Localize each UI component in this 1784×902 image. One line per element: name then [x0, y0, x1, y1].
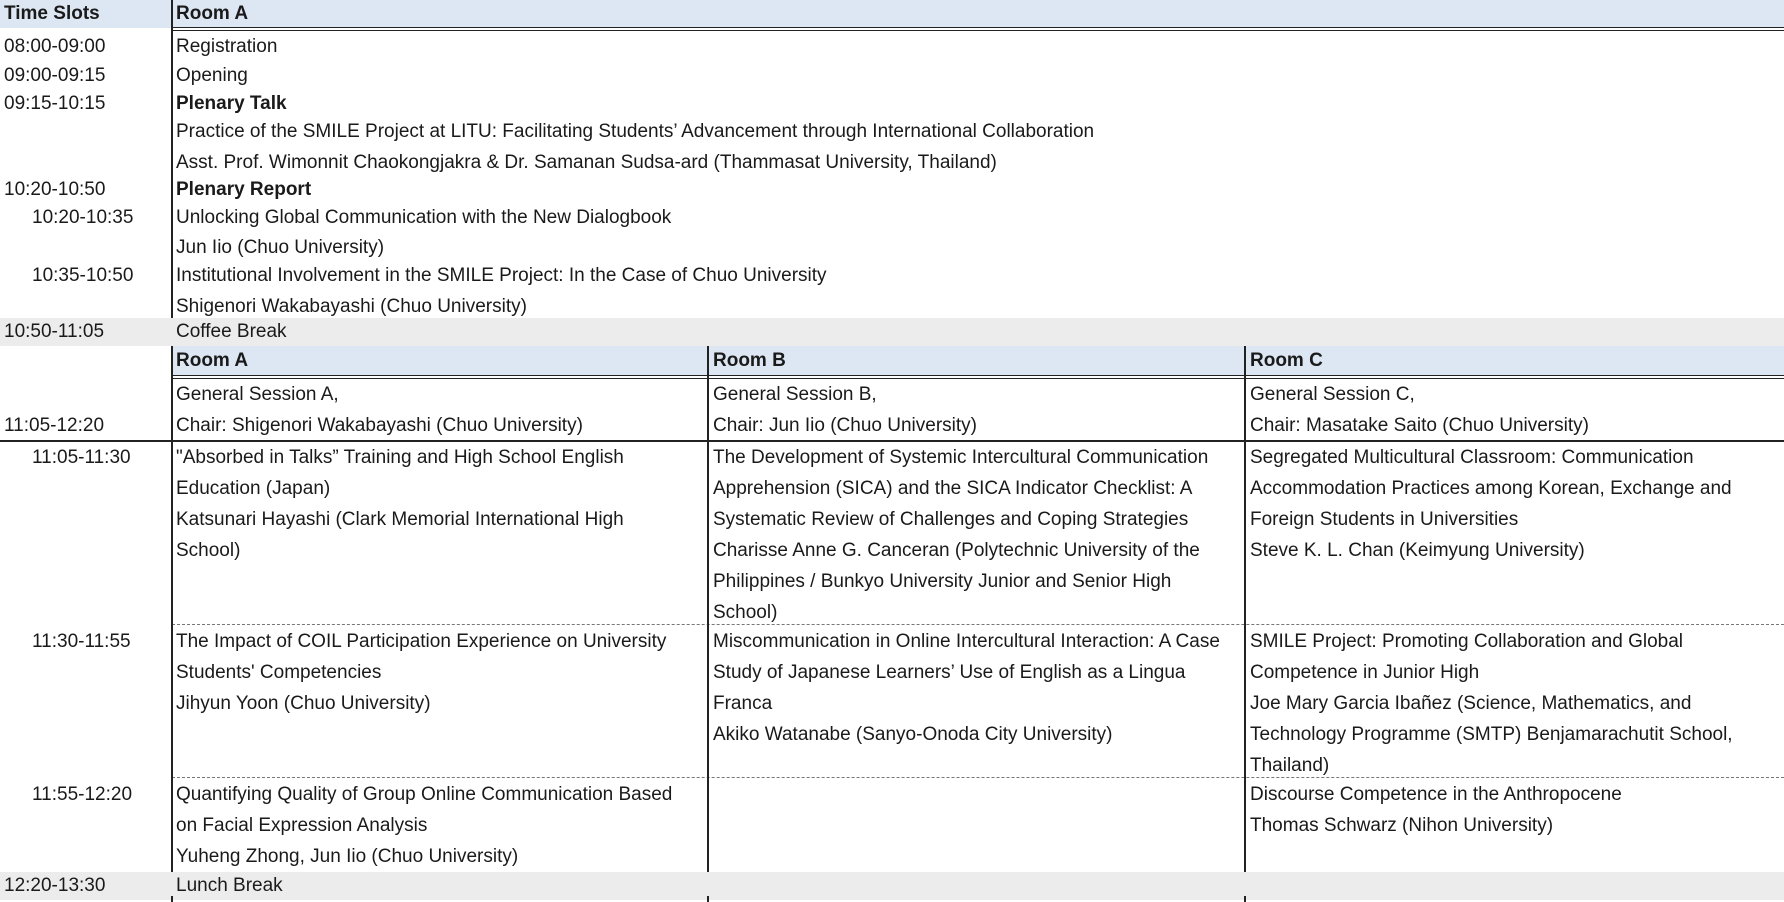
time-report-1: 10:20-10:35	[32, 207, 134, 228]
slot-2-c-line-3: Joe Mary Garcia Ibañez (Science, Mathematics, and	[1250, 693, 1692, 714]
slot-2-b-line-1: Miscommunication in Online Intercultural Interaction: A Case	[713, 631, 1220, 652]
slot-1-c-line-4: Steve K. L. Chan (Keimyung University)	[1250, 540, 1585, 561]
header-room-c: Room C	[1250, 350, 1323, 371]
plenary-talk-speakers: Asst. Prof. Wimonnit Chaokongjakra & Dr. Samanan Sudsa-ard (Thammasat University, Thailand)	[176, 152, 997, 173]
header-row	[0, 0, 1784, 28]
item-coffee-break: Coffee Break	[176, 321, 287, 342]
general-b-title: General Session B,	[713, 384, 877, 405]
slot-1-b-line-2: Apprehension (SICA) and the SICA Indicator Checklist: A	[713, 478, 1193, 499]
time-general-session: 11:05-12:20	[4, 415, 105, 436]
slot-2-b-line-2: Study of Japanese Learners’ Use of English as a Lingua	[713, 662, 1186, 683]
slot-1-a-line-4: School)	[176, 540, 241, 561]
time-slot-1: 11:05-11:30	[32, 447, 131, 468]
slot-3-a-line-1: Quantifying Quality of Group Online Communication Based	[176, 784, 673, 805]
slot-3-c-line-2: Thomas Schwarz (Nihon University)	[1250, 815, 1554, 836]
time-column-divider-lower	[171, 346, 173, 872]
header-room-a: Room A	[176, 3, 249, 24]
item-opening: Opening	[176, 65, 248, 86]
slot-2-a-line-3: Jihyun Yoon (Chuo University)	[176, 693, 431, 714]
slot-2-c-line-2: Competence in Junior High	[1250, 662, 1480, 683]
rooms-header-bg	[172, 346, 1784, 376]
slot-1-a-line-1: "Absorbed in Talks” Training and High School English	[176, 447, 624, 468]
time-lunch-break: 12:20-13:30	[4, 875, 106, 896]
slot-2-c-line-5: Thailand)	[1250, 755, 1330, 776]
slot-1-a-line-2: Education (Japan)	[176, 478, 331, 499]
header-time-slots: Time Slots	[4, 3, 100, 24]
general-a-chair: Chair: Shigenori Wakabayashi (Chuo University)	[176, 415, 583, 436]
slot-3-c-line-1: Discourse Competence in the Anthropocene	[1250, 784, 1622, 805]
slot-1-b-line-3: Systematic Review of Challenges and Coping Strategies	[713, 509, 1189, 530]
slot-2-divider	[172, 777, 1784, 778]
slot-1-b-line-5: Philippines / Bunkyo University Junior and Senior High	[713, 571, 1172, 592]
general-a-title: General Session A,	[176, 384, 339, 405]
slot-1-b-line-4: Charisse Anne G. Canceran (Polytechnic University of the	[713, 540, 1200, 561]
time-coffee-break: 10:50-11:05	[4, 321, 105, 342]
general-c-title: General Session C,	[1250, 384, 1415, 405]
time-column-divider	[171, 0, 173, 318]
slot-1-c-line-3: Foreign Students in Universities	[1250, 509, 1519, 530]
slot-2-a-line-1: The Impact of COIL Participation Experience on University	[176, 631, 667, 652]
slot-1-c-line-2: Accommodation Practices among Korean, Exchange and	[1250, 478, 1732, 499]
coffee-break-row	[0, 318, 1784, 346]
slot-2-c-line-4: Technology Programme (SMTP) Benjamarachutit School,	[1250, 724, 1733, 745]
slot-1-b-line-6: School)	[713, 602, 778, 623]
time-opening: 09:00-09:15	[4, 65, 106, 86]
room-ab-divider	[707, 346, 709, 872]
slot-2-b-line-4: Akiko Watanabe (Sanyo-Onoda City University)	[713, 724, 1113, 745]
slot-1-divider	[172, 624, 1784, 625]
item-registration: Registration	[176, 36, 278, 57]
time-slot-2: 11:30-11:55	[32, 631, 131, 652]
time-registration: 08:00-09:00	[4, 36, 106, 57]
report-1-title: Unlocking Global Communication with the New Dialogbook	[176, 207, 672, 228]
item-lunch-break: Lunch Break	[176, 875, 283, 896]
time-column-divider-tail	[171, 896, 173, 902]
slot-3-a-line-2: on Facial Expression Analysis	[176, 815, 428, 836]
item-plenary-talk: Plenary Talk	[176, 93, 287, 114]
slot-1-b-line-1: The Development of Systemic Intercultural Communication	[713, 447, 1209, 468]
item-plenary-report: Plenary Report	[176, 179, 312, 200]
slot-3-a-line-3: Yuheng Zhong, Jun Iio (Chuo University)	[176, 846, 519, 867]
rooms-header-divider	[172, 375, 1784, 379]
slot-2-c-line-1: SMILE Project: Promoting Collaboration and Global	[1250, 631, 1684, 652]
room-bc-divider	[1244, 346, 1246, 872]
header-room-a-2: Room A	[176, 350, 249, 371]
general-c-chair: Chair: Masatake Saito (Chuo University)	[1250, 415, 1589, 436]
slot-2-a-line-2: Students' Competencies	[176, 662, 382, 683]
plenary-talk-title: Practice of the SMILE Project at LITU: Facilitating Students’ Advancement through International Collaboration	[176, 121, 1095, 142]
time-plenary-talk: 09:15-10:15	[4, 93, 106, 114]
time-report-2: 10:35-10:50	[32, 265, 134, 286]
slot-1-a-line-3: Katsunari Hayashi (Clark Memorial International High	[176, 509, 624, 530]
report-2-speaker: Shigenori Wakabayashi (Chuo University)	[176, 296, 527, 317]
general-b-chair: Chair: Jun Iio (Chuo University)	[713, 415, 977, 436]
report-1-speaker: Jun Iio (Chuo University)	[176, 237, 385, 258]
header-divider	[172, 27, 1784, 31]
time-plenary-report: 10:20-10:50	[4, 179, 106, 200]
slot-2-b-line-3: Franca	[713, 693, 773, 714]
header-room-b: Room B	[713, 350, 786, 371]
report-2-title: Institutional Involvement in the SMILE Project: In the Case of Chuo University	[176, 265, 827, 286]
slot-1-c-line-1: Segregated Multicultural Classroom: Communication	[1250, 447, 1694, 468]
lunch-break-row	[0, 872, 1784, 900]
room-bc-divider-tail	[1244, 896, 1246, 902]
room-ab-divider-tail	[707, 896, 709, 902]
time-slot-3: 11:55-12:20	[32, 784, 133, 805]
